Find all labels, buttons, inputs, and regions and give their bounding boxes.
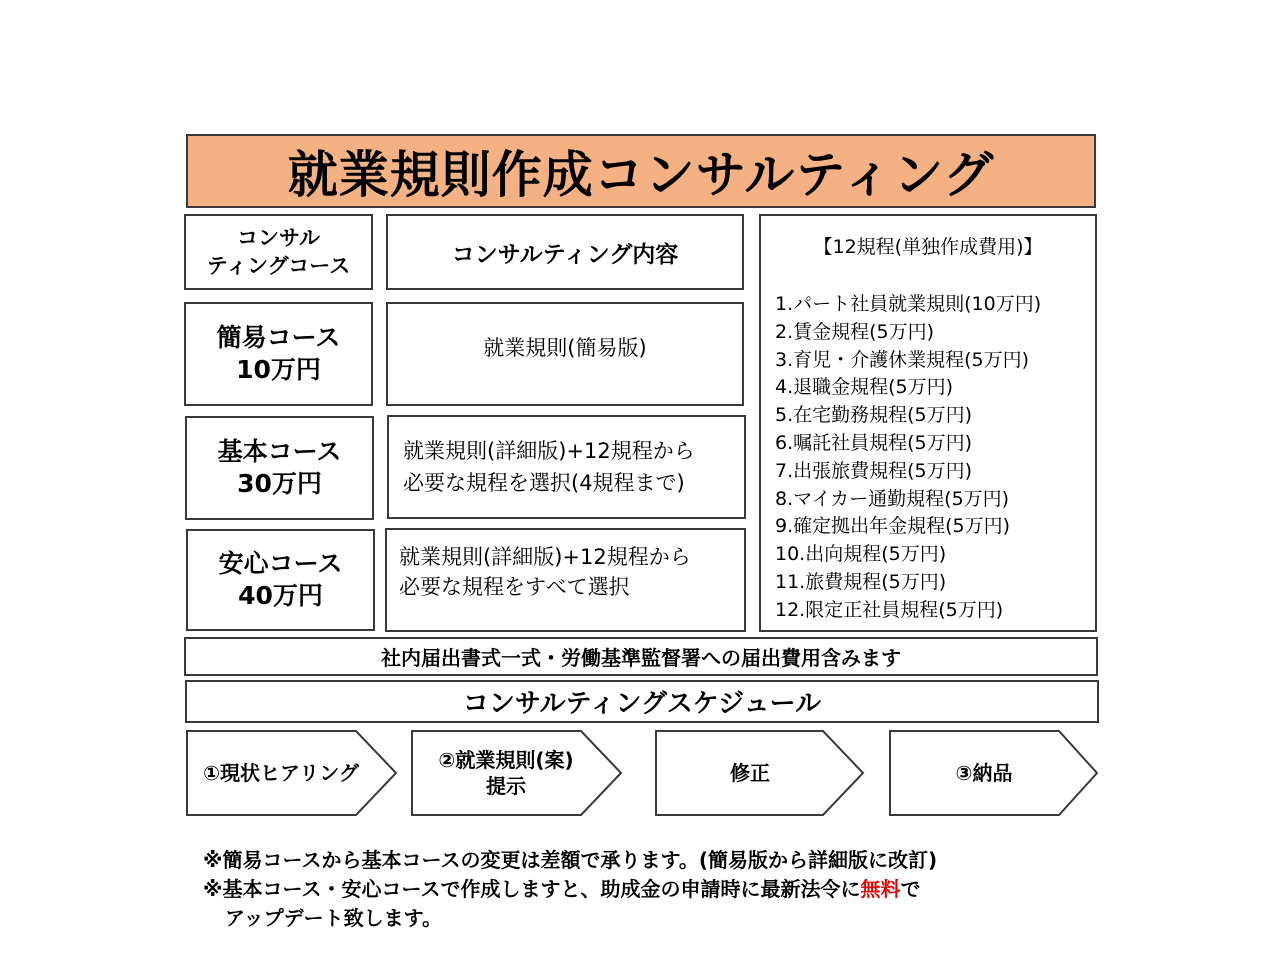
footnote-text: ※基本コース・安心コースで作成しますと、助成金の申請時に最新法令に (203, 877, 861, 901)
list-item: 6.嘱託社員規程(5万円) (775, 431, 973, 454)
schedule-title: コンサルティングスケジュール (462, 689, 822, 719)
footnote-line: ※簡易コースから基本コースの変更は差額で承ります。(簡易版から詳細版に改訂) (203, 848, 938, 872)
course-header (184, 214, 373, 290)
schedule-step-delivery (889, 730, 1104, 816)
course-simple (184, 302, 373, 406)
schedule-step-hearing (186, 730, 401, 816)
step-label-line1: ③納品 (955, 761, 1013, 785)
course-content-line1: 就業規則(詳細版)+12規程から (403, 439, 695, 463)
list-item: 4.退職金規程(5万円) (775, 376, 954, 399)
filing-notice-text: 社内届出書式一式・労働基準監督署への届出費用含みます (381, 646, 901, 670)
course-secure-content (385, 528, 746, 632)
step-label (889, 730, 1079, 816)
list-item: 12.限定正社員規程(5万円) (775, 598, 1004, 621)
step-label-line1: ①現状ヒアリング (203, 761, 359, 785)
footnote-text: で (900, 877, 921, 901)
step-label (411, 730, 601, 816)
page-title-text: 就業規則作成コンサルティング (287, 146, 995, 204)
course-price: 10万円 (236, 355, 321, 384)
schedule-step-revision (655, 730, 870, 816)
list-item: 8.マイカー通勤規程(5万円) (775, 487, 1010, 510)
course-simple-content (386, 302, 744, 406)
filing-notice (184, 637, 1098, 676)
free-highlight: 無料 (860, 877, 901, 901)
rules-title: 【12規程(単独作成費用)】 (813, 236, 1043, 258)
course-name: 基本コース (217, 437, 342, 466)
rules-panel (759, 214, 1097, 632)
rules-list (775, 291, 1041, 625)
list-item: 1.パート社員就業規則(10万円) (775, 293, 1042, 315)
course-price: 40万円 (238, 581, 323, 610)
step-label-line2: 提示 (486, 774, 526, 798)
list-item: 2.賃金規程(5万円) (775, 320, 935, 343)
step-label-line1: ②就業規則(案) (438, 748, 574, 772)
list-item: 7.出張旅費規程(5万円) (775, 459, 973, 482)
list-item: 11.旅費規程(5万円) (775, 570, 947, 593)
course-basic (185, 416, 374, 520)
course-content-line2: 必要な規程をすべて選択 (399, 575, 630, 599)
list-item: 5.在宅勤務規程(5万円) (775, 404, 973, 427)
footnotes (203, 846, 1103, 933)
course-header-line1: コンサル (237, 226, 320, 250)
content-header (386, 214, 744, 290)
course-basic-content (387, 415, 746, 519)
course-header-line2: ティングコース (206, 254, 351, 278)
course-name: 安心コース (218, 549, 343, 578)
footnote-line: アップデート致します。 (225, 906, 442, 930)
course-price: 30万円 (237, 469, 322, 498)
course-content-line1: 就業規則(簡易版) (483, 336, 647, 360)
schedule-header (185, 680, 1099, 723)
content-header-text: コンサルティング内容 (451, 241, 679, 268)
step-label-line1: 修正 (730, 761, 770, 785)
course-content-line1: 就業規則(詳細版)+12規程から (399, 545, 691, 569)
course-secure (186, 529, 375, 631)
step-label (186, 730, 376, 816)
schedule-step-draft (411, 730, 626, 816)
course-name: 簡易コース (216, 323, 341, 352)
list-item: 10.出向規程(5万円) (775, 543, 947, 566)
page-title (186, 134, 1096, 208)
step-label (655, 730, 845, 816)
list-item: 9.確定拠出年金規程(5万円) (775, 515, 1011, 538)
footnote-line (203, 875, 1103, 904)
course-content-line2: 必要な規程を選択(4規程まで) (403, 471, 685, 495)
list-item: 3.育児・介護休業規程(5万円) (775, 348, 1030, 371)
